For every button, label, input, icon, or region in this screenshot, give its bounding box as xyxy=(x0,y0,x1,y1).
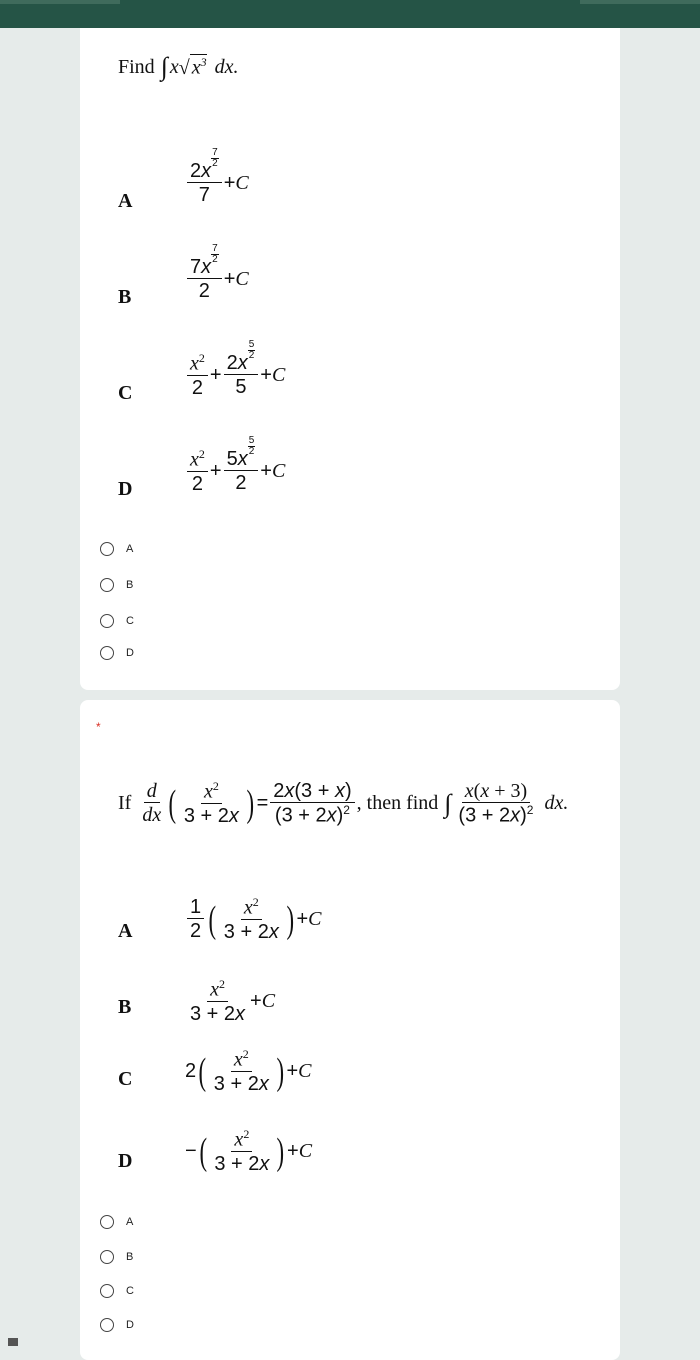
header-accent-right xyxy=(580,0,700,4)
radio-button[interactable] xyxy=(100,614,114,628)
radio-label: A xyxy=(126,1216,134,1228)
q2-option-letter: D xyxy=(118,1150,133,1172)
q2-option-letter: A xyxy=(118,920,133,942)
radio-label: C xyxy=(126,615,134,627)
q1-choice-a[interactable] xyxy=(100,542,133,556)
q1-option-letter: C xyxy=(118,382,133,404)
q2-choice-a[interactable] xyxy=(100,1215,133,1229)
q2-choice-d[interactable] xyxy=(100,1318,134,1332)
radio-button[interactable] xyxy=(100,1318,114,1332)
question-card-1 xyxy=(80,28,620,690)
q1-choice-d[interactable] xyxy=(100,646,134,660)
question-1-find-word: Find xyxy=(118,55,155,78)
q1-option-letter: D xyxy=(118,478,133,500)
q2-choice-b[interactable] xyxy=(100,1250,133,1264)
q1-option-c-expr: $\frac{x^2}{2}$ + 2x $\frac{5}{2}$ 5 + C xyxy=(185,352,285,400)
required-asterisk: * xyxy=(96,720,101,734)
radio-button[interactable] xyxy=(100,1284,114,1298)
question-2-then-find: , then find xyxy=(356,792,439,815)
radio-label: D xyxy=(126,647,134,659)
radio-label: C xyxy=(126,1285,134,1297)
q1-choice-b[interactable] xyxy=(100,578,133,592)
question-1-dx: dx. xyxy=(214,55,239,78)
radio-button[interactable] xyxy=(100,578,114,592)
q1-option-b-expr: 7x $\frac{7}{2}$ 2 + C xyxy=(185,256,249,303)
radio-button[interactable] xyxy=(100,542,114,556)
radio-button[interactable] xyxy=(100,646,114,660)
q1-option-letter: B xyxy=(118,286,132,308)
q1-option-letter: A xyxy=(118,190,133,212)
q1-choice-c[interactable] xyxy=(100,614,134,628)
radio-label: B xyxy=(126,1251,134,1263)
q1-option-a-expr: 2x $\frac{7}{2}$ 7 + C xyxy=(185,160,249,207)
q1-option-d-expr: $\frac{x^2}{2}$ + 5x $\frac{5}{2}$ 2 + C xyxy=(185,448,285,496)
radio-label: B xyxy=(126,579,134,591)
q2-option-b-expr: $\frac{x^2}{3 + 2x}$ + C xyxy=(190,977,276,1025)
corner-indicator xyxy=(8,1338,18,1346)
q2-option-a-expr: $\frac{1}{2}$ ( $\frac{x^2}{3 + 2x}$ ) + C xyxy=(185,896,322,944)
radio-button[interactable] xyxy=(100,1250,114,1264)
header-accent-left xyxy=(0,0,120,4)
q2-option-letter: C xyxy=(118,1068,133,1090)
radio-label: D xyxy=(126,1319,134,1331)
integral-sign: ∫ xyxy=(160,52,168,81)
q2-option-d-expr: − ( $\frac{x^2}{3 + 2x}$ ) + C xyxy=(185,1127,313,1175)
q2-option-c-expr: 2 ( $\frac{x^2}{3 + 2x}$ ) + C xyxy=(185,1047,312,1095)
integral-sign: ∫ xyxy=(444,788,452,818)
question-2-if-word: If xyxy=(118,792,132,815)
q2-option-letter: B xyxy=(118,996,132,1018)
top-header-bar xyxy=(0,0,700,28)
radio-button[interactable] xyxy=(100,1215,114,1229)
question-1-text: Find ∫ x √ $x^3$ dx. xyxy=(118,52,239,81)
sqrt-expression: √ $x^3$ xyxy=(178,55,207,79)
question-2-dx: dx. xyxy=(544,792,569,815)
question-2-text: If $\frac{d}{dx}$ ( $\frac{x^2}{3 + 2x}$ ) = $\frac{2x(3 + x)}{(3 + 2x)^2}$ , then find ∫ $\frac{x(x + 3)}{(3 + 2x)^2}$ dx. xyxy=(118,779,569,827)
q2-choice-c[interactable] xyxy=(100,1284,134,1298)
radio-label: A xyxy=(126,543,134,555)
